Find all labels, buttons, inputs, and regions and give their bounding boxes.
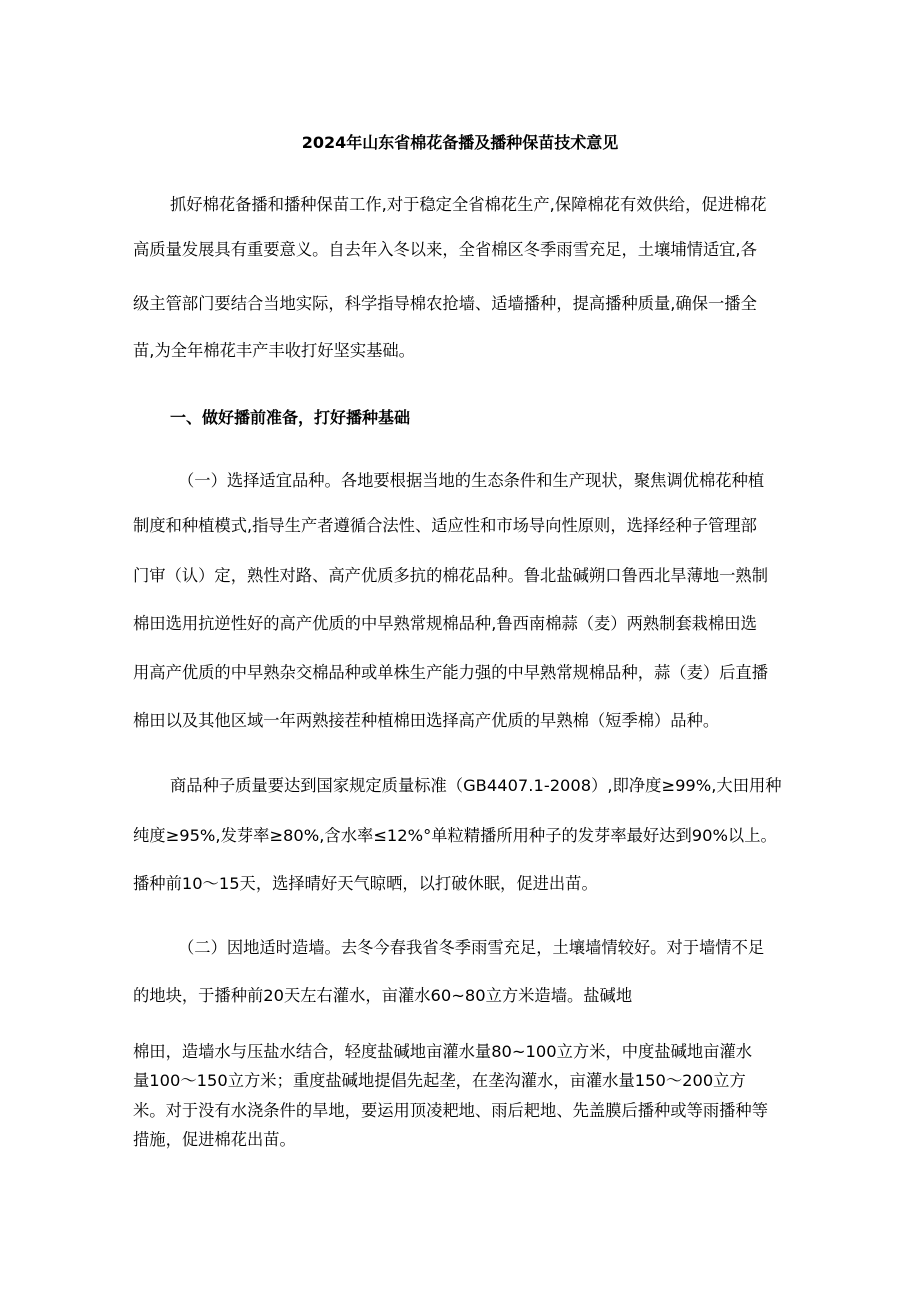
seed-quality-line-1: 商品种子质量要达到国家规定质量标准（GB4407.1-2008）,即净度≥99%,大田用种 bbox=[170, 776, 782, 795]
saline-line-3: 米。对于没有水浇条件的旱地，要运用顶凌耙地、雨后耙地、先盖膜后播种或等雨播种等 bbox=[133, 1101, 768, 1120]
intro-line-3: 级主管部门要结合当地实际，科学指导棉农抢墙、适墙播种，提高播种质量,确保一播全 bbox=[133, 294, 757, 313]
variety-line-1: （一）选择适宜品种。各地要根据当地的生态条件和生产现状，聚焦调优棉花种植 bbox=[178, 471, 765, 490]
intro-line-4: 苗,为全年棉花丰产丰收打好坚实基础。 bbox=[133, 341, 415, 360]
variety-line-2: 制度和种植模式,指导生产者遵循合法性、适应性和市场导向性原则，选择经种子管理部 bbox=[133, 516, 757, 535]
seed-quality-line-3: 播种前10～15天，选择晴好天气晾晒，以打破休眠，促进出苗。 bbox=[133, 874, 598, 893]
saline-line-1: 棉田，造墙水与压盐水结合，轻度盐碱地亩灌水量80~100立方米，中度盐碱地亩灌水 bbox=[133, 1042, 753, 1061]
section1-heading: 一、做好播前准备，打好播种基础 bbox=[170, 408, 411, 427]
moisture-line-1: （二）因地适时造墙。去冬今春我省冬季雨雪充足，土壤墙情较好。对于墙情不足 bbox=[178, 938, 765, 957]
saline-line-2: 量100～150立方米；重度盐碱地提倡先起垄，在垄沟灌水，亩灌水量150～200立方 bbox=[133, 1071, 746, 1090]
seed-quality-line-2: 纯度≥95%,发芽率≥80%,含水率≤12%°单粒精播所用种子的发芽率最好达到90%以上。 bbox=[133, 826, 777, 845]
document-title: 2024年山东省棉花备播及播种保苗技术意见 bbox=[301, 133, 619, 152]
variety-line-5: 用高产优质的中早熟杂交棉品种或单株生产能力强的中早熟常规棉品种，蒜（麦）后直播 bbox=[133, 663, 768, 682]
variety-line-6: 棉田以及其他区域一年两熟接茬种植棉田选择高产优质的早熟棉（短季棉）品种。 bbox=[133, 711, 720, 730]
variety-line-4: 棉田选用抗逆性好的高产优质的中早熟常规棉品种,鲁西南棉蒜（麦）两熟制套栽棉田选 bbox=[133, 614, 757, 633]
saline-line-4: 措施，促进棉花出苗。 bbox=[133, 1130, 296, 1149]
intro-line-2: 高质量发展具有重要意义。自去年入冬以来，全省棉区冬季雨雪充足，土壤埔情适宜,各 bbox=[133, 240, 757, 259]
moisture-line-2: 的地块，于播种前20天左右灌水，亩灌水60~80立方米造墙。盐碱地 bbox=[133, 986, 633, 1005]
intro-line-1: 抓好棉花备播和播种保苗工作,对于稳定全省棉花生产,保障棉花有效供给，促进棉花 bbox=[170, 195, 767, 214]
variety-line-3: 门审（认）定，熟性对路、高产优质多抗的棉花品种。鲁北盐碱朔口鲁西北旱薄地一熟制 bbox=[133, 566, 768, 585]
